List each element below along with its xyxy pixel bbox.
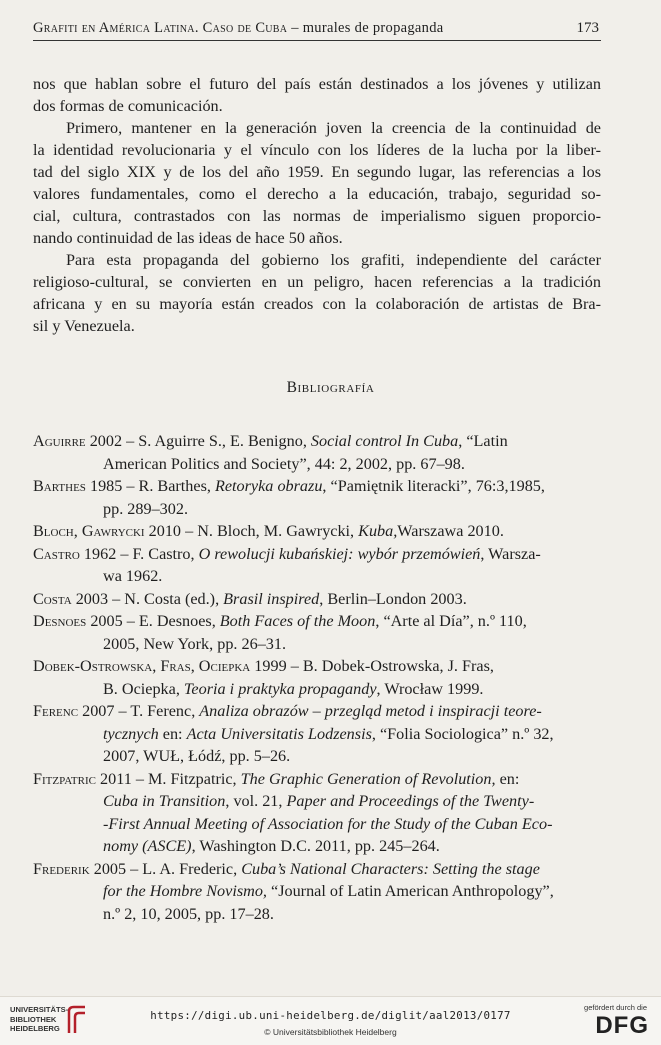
bib-entry-castro: Castro 1962 – F. Castro, O rewolucji kubańskiej: wybór przemówień, Warsza- wa 1962. — [33, 544, 541, 585]
university-library-logo[interactable]: UNIVERSITÄTS- BIBLIOTHEK HEIDELBERG — [10, 1004, 92, 1038]
bib-entry-dobek-ostrowska: Dobek-Ostrowska, Fras, Ociepka 1999 – B. Dobek-Ostrowska, J. Fras, B. Ociepka, Teoria i praktyka propagandy, Wrocław 1999. — [33, 657, 494, 698]
permalink-url[interactable]: https://digi.ub.uni-heidelberg.de/diglit/aal2013/0177 — [150, 1009, 511, 1022]
bibliography-heading: Bibliografía — [286, 379, 375, 396]
bib-entry-bloch: Bloch, Gawrycki 2010 – N. Bloch, M. Gawrycki, Kuba,Warszawa 2010. — [33, 522, 504, 540]
bib-entry-costa: Costa 2003 – N. Costa (ed.), Brasil inspired, Berlin–London 2003. — [33, 589, 467, 608]
paragraph-1: nos que hablan sobre el futuro del país están destinados a los jóvenes y utilizan dos formas de comunicación. — [33, 75, 601, 115]
running-title: Grafiti en América Latina. Caso de Cuba – murales de propaganda — [33, 20, 444, 36]
bib-entry-barthes: Barthes 1985 – R. Barthes, Retoryka obrazu, “Pamiętnik literacki”, 76:3,1985, pp. 289–302. — [33, 477, 545, 518]
paragraph-2: Primero, mantener en la generación joven la creencia de la continuidad de la identidad revolucionaria y el vínculo con los líderes de la lucha por la liber- tad del siglo XIX y de los del año 1959. En segundo lugar, las referencias a los valores fundamentales, como el derecho a la educación, trabajo, seguridad so- cial, cultura, contrastados con las normas de imperialismo siguen proporcio- nando continuidad de las ideas de hace 50 años. — [33, 119, 601, 247]
page-number: 173 — [576, 20, 599, 36]
copyright-notice: © Universitätsbibliothek Heidelberg — [264, 1027, 397, 1037]
bib-entry-fitzpatric: Fitzpatric 2011 – M. Fitzpatric, The Graphic Generation of Revolution, en: Cuba in Transition, vol. 21, Paper and Proceedings of the Twenty- -First Annual Meeting of Association for the Study of the Cuban Eco- nomy (ASCE), Washington D.C. 2011, pp. 245–264. — [33, 769, 553, 855]
dfg-logo[interactable]: DFG — [595, 1012, 649, 1039]
header-rule — [33, 40, 601, 41]
bibliography-list — [33, 430, 605, 925]
paragraph-3: Para esta propaganda del gobierno los grafiti, independiente del carácter religioso-cultural, se convierten en un peligro, hacen referencias a la tradición africana y en su mayoría están creados con la colaboración de artistas de Bra- sil y Venezuela. — [33, 251, 601, 335]
digitization-footer — [0, 996, 661, 1045]
bib-entry-desnoes: Desnoes 2005 – E. Desnoes, Both Faces of the Moon, “Arte al Día”, n.º 110, 2005, New York, pp. 26–31. — [33, 612, 527, 653]
bib-entry-frederik: Frederik 2005 – L. A. Frederic, Cuba’s National Characters: Setting the stage for the Hombre Novismo, “Journal of Latin American Anthropology”, n.º 2, 10, 2005, pp. 17–28. — [33, 859, 554, 923]
funding-caption: gefördert durch die — [584, 1003, 647, 1012]
bib-entry-ferenc: Ferenc 2007 – T. Ferenc, Analiza obrazów – przegląd metod i inspiracji teore- tycznych en: Acta Universitatis Lodzensis, “Folia Sociologica” n.º 32, 2007, WUŁ, Łódź, pp. 5–26. — [33, 702, 554, 765]
running-header — [33, 20, 599, 40]
bib-entry-aguirre: Aguirre 2002 – S. Aguirre S., E. Benigno, Social control In Cuba, “Latin American Politics and Society”, 44: 2, 2002, pp. 67–98. — [33, 432, 508, 473]
